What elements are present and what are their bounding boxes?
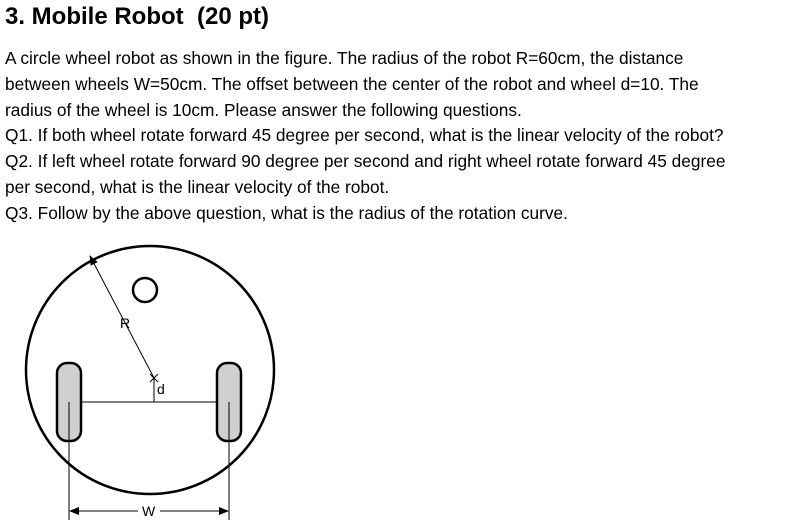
label-w: W xyxy=(142,503,156,519)
question-3: Q3. Follow by the above question, what is the radius of the rotation curve. xyxy=(5,202,568,223)
question-1: Q1. If both wheel rotate forward 45 degree per second, what is the linear velocity of the robot? xyxy=(5,125,724,146)
question-2-cont: per second, what is the linear velocity of the robot. xyxy=(5,176,390,197)
problem-text xyxy=(5,46,795,227)
label-r: R xyxy=(120,315,131,331)
text-line: A circle wheel robot as shown in the figure. The radius of the robot R=60cm, the distance xyxy=(5,48,684,68)
question-2: Q2. If left wheel rotate forward 90 degree per second and right wheel rotate forward 45 degree xyxy=(5,151,726,172)
caster-circle xyxy=(133,278,157,302)
label-d: d xyxy=(157,381,165,397)
text-line: between wheels W=50cm. The offset between the center of the robot and wheel d=10. The xyxy=(5,73,699,94)
robot-diagram xyxy=(0,230,300,526)
text-line: radius of the wheel is 10cm. Please answer the following questions. xyxy=(5,99,522,120)
page-title: 3. Mobile Robot (20 pt) xyxy=(5,3,269,30)
